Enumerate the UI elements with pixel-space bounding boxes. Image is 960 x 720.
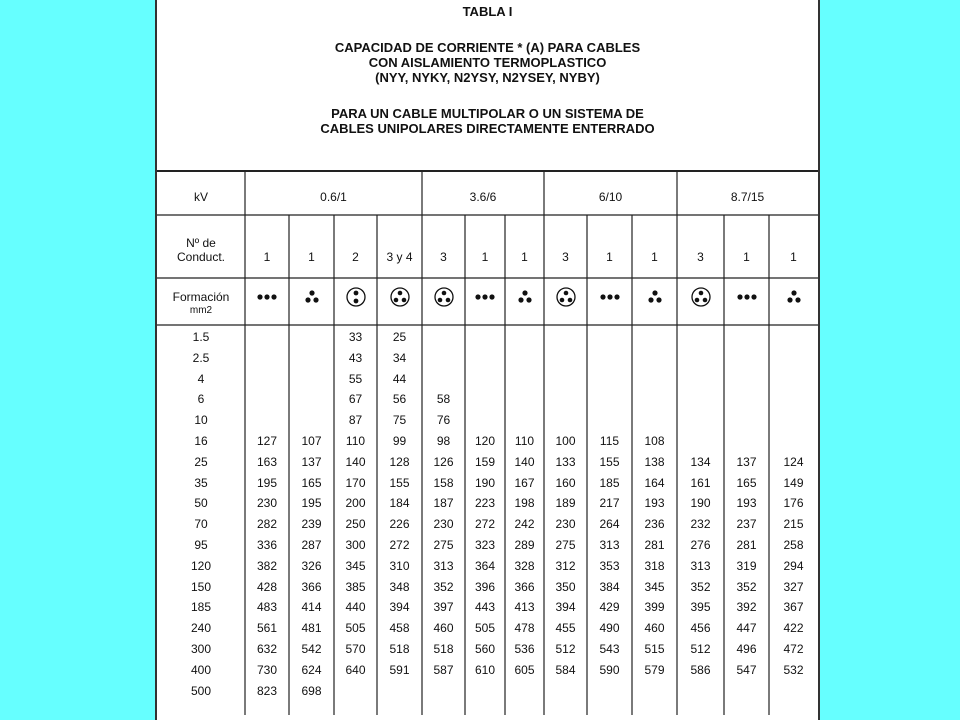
current-value-cell: 108 bbox=[644, 434, 665, 448]
current-value-cell: 127 bbox=[256, 434, 278, 448]
conductor-count-cell: 3 bbox=[697, 250, 704, 264]
current-value-cell: 217 bbox=[599, 496, 620, 511]
current-value-cell: 312 bbox=[555, 558, 576, 573]
formation-label-line-1: Formación bbox=[172, 290, 230, 304]
conductor-count-cell: 1 bbox=[308, 250, 315, 264]
current-value-cell: 496 bbox=[736, 642, 757, 656]
current-value-cell: 134 bbox=[690, 454, 711, 469]
current-value-cell: 512 bbox=[555, 642, 576, 656]
conductors-label-line-2: Conduct. bbox=[176, 250, 226, 264]
current-value-cell: 396 bbox=[474, 579, 496, 594]
current-value-cell: 698 bbox=[301, 683, 322, 698]
current-value-cell: 579 bbox=[644, 662, 665, 677]
formation-label-line-2: mm2 bbox=[189, 305, 213, 316]
current-value-cell: 392 bbox=[736, 600, 757, 615]
current-value-cell: 155 bbox=[389, 475, 410, 490]
current-value-cell: 34 bbox=[392, 350, 407, 365]
current-value-cell: 455 bbox=[555, 621, 576, 636]
conductor-count-cell: 1 bbox=[790, 250, 797, 264]
current-value-cell: 110 bbox=[345, 434, 366, 448]
three-in-line-icon bbox=[734, 286, 760, 308]
current-value-cell: 76 bbox=[436, 413, 451, 428]
current-value-cell: 313 bbox=[433, 558, 454, 573]
section-size-cell: 25 bbox=[194, 454, 208, 469]
current-value-cell: 440 bbox=[345, 600, 366, 615]
current-value-cell: 560 bbox=[474, 642, 496, 656]
conductor-count-cell: 1 bbox=[521, 250, 528, 264]
current-value-cell: 345 bbox=[345, 558, 366, 573]
current-value-cell: 490 bbox=[599, 621, 620, 636]
conductor-count-cell: 3 bbox=[562, 250, 569, 264]
current-value-cell: 395 bbox=[690, 600, 711, 615]
section-size-cell: 185 bbox=[190, 600, 212, 615]
current-value-cell: 185 bbox=[599, 475, 620, 490]
current-value-cell: 189 bbox=[555, 496, 576, 511]
current-value-cell: 193 bbox=[736, 496, 757, 511]
current-value-cell: 294 bbox=[783, 558, 804, 573]
current-value-cell: 458 bbox=[389, 621, 410, 636]
current-value-cell: 310 bbox=[389, 558, 410, 573]
current-value-cell: 515 bbox=[644, 642, 665, 656]
three-in-line-icon bbox=[472, 286, 498, 308]
current-value-cell: 542 bbox=[301, 642, 322, 656]
current-value-cell: 230 bbox=[256, 496, 278, 511]
current-value-cell: 140 bbox=[514, 454, 535, 469]
current-value-cell: 323 bbox=[474, 538, 496, 552]
current-value-cell: 460 bbox=[433, 621, 454, 636]
conductor-count-cell: 1 bbox=[606, 250, 613, 264]
current-value-cell: 478 bbox=[514, 621, 535, 636]
current-value-cell: 160 bbox=[555, 475, 576, 490]
current-value-cell: 624 bbox=[301, 662, 322, 677]
current-value-cell: 543 bbox=[599, 642, 620, 656]
current-value-cell: 326 bbox=[301, 558, 322, 573]
current-value-cell: 366 bbox=[514, 579, 535, 594]
current-value-cell: 272 bbox=[389, 538, 410, 552]
current-value-cell: 33 bbox=[348, 330, 363, 344]
current-value-cell: 44 bbox=[392, 371, 407, 386]
current-value-cell: 364 bbox=[474, 558, 496, 573]
current-value-cell: 120 bbox=[474, 434, 496, 448]
current-value-cell: 443 bbox=[474, 600, 496, 615]
section-size-cell: 400 bbox=[190, 662, 212, 677]
current-value-cell: 275 bbox=[433, 538, 454, 552]
current-value-cell: 75 bbox=[392, 413, 407, 428]
current-value-cell: 348 bbox=[389, 579, 410, 594]
kv-group-1: 0.6/1 bbox=[320, 190, 347, 204]
trefoil-icon bbox=[642, 286, 668, 308]
current-value-cell: 352 bbox=[736, 579, 757, 594]
kv-label: kV bbox=[193, 190, 208, 204]
current-value-cell: 190 bbox=[690, 496, 711, 511]
current-value-cell: 133 bbox=[555, 454, 576, 469]
current-value-cell: 275 bbox=[555, 538, 576, 552]
current-value-cell: 124 bbox=[783, 454, 804, 469]
section-size-cell: 16 bbox=[194, 434, 208, 448]
current-value-cell: 107 bbox=[301, 434, 322, 448]
current-value-cell: 570 bbox=[345, 642, 366, 656]
conductor-count-cell: 1 bbox=[651, 250, 658, 264]
section-size-cell: 1.5 bbox=[192, 330, 210, 344]
current-value-cell: 137 bbox=[736, 454, 757, 469]
current-value-cell: 327 bbox=[783, 579, 804, 594]
current-value-cell: 512 bbox=[690, 642, 711, 656]
current-value-cell: 336 bbox=[256, 538, 278, 552]
current-value-cell: 518 bbox=[433, 642, 454, 656]
current-value-cell: 137 bbox=[301, 454, 322, 469]
current-value-cell: 382 bbox=[256, 558, 278, 573]
current-value-cell: 170 bbox=[345, 475, 366, 490]
section-size-cell: 50 bbox=[194, 496, 208, 511]
heading-line-1: CAPACIDAD DE CORRIENTE * (A) PARA CABLES bbox=[334, 40, 641, 55]
current-value-cell: 640 bbox=[345, 662, 366, 677]
subheading-line-1: PARA UN CABLE MULTIPOLAR O UN SISTEMA DE bbox=[331, 106, 644, 121]
current-value-cell: 58 bbox=[436, 392, 451, 407]
section-size-cell: 2.5 bbox=[192, 350, 210, 365]
table-title: TABLA I bbox=[462, 4, 513, 19]
current-value-cell: 367 bbox=[783, 600, 804, 615]
current-value-cell: 56 bbox=[392, 392, 407, 407]
current-value-cell: 384 bbox=[599, 579, 620, 594]
current-value-cell: 237 bbox=[736, 517, 757, 532]
section-size-cell: 6 bbox=[197, 392, 205, 407]
current-value-cell: 167 bbox=[514, 475, 535, 490]
section-size-cell: 35 bbox=[194, 475, 208, 490]
current-value-cell: 138 bbox=[644, 454, 665, 469]
current-value-cell: 115 bbox=[599, 434, 620, 448]
current-value-cell: 184 bbox=[389, 496, 410, 511]
current-value-cell: 328 bbox=[514, 558, 535, 573]
current-value-cell: 163 bbox=[256, 454, 278, 469]
current-value-cell: 352 bbox=[433, 579, 454, 594]
current-value-cell: 140 bbox=[345, 454, 366, 469]
current-value-cell: 161 bbox=[690, 475, 711, 490]
current-value-cell: 193 bbox=[644, 496, 665, 511]
current-value-cell: 610 bbox=[474, 662, 496, 677]
current-value-cell: 55 bbox=[348, 371, 363, 386]
current-value-cell: 159 bbox=[474, 454, 496, 469]
current-value-cell: 239 bbox=[301, 517, 322, 532]
current-value-cell: 230 bbox=[433, 517, 454, 532]
kv-group-4: 8.7/15 bbox=[730, 190, 765, 204]
current-value-cell: 164 bbox=[644, 475, 665, 490]
kv-group-2: 3.6/6 bbox=[469, 190, 497, 204]
heading-line-2: CON AISLAMIENTO TERMOPLASTICO bbox=[368, 55, 607, 70]
current-value-cell: 505 bbox=[474, 621, 496, 636]
current-value-cell: 67 bbox=[348, 392, 363, 407]
section-size-cell: 95 bbox=[194, 538, 208, 552]
heading-line-3: (NYY, NYKY, N2YSY, N2YSEY, NYBY) bbox=[375, 70, 600, 85]
current-value-cell: 394 bbox=[389, 600, 410, 615]
current-value-cell: 561 bbox=[256, 621, 278, 636]
current-value-cell: 460 bbox=[644, 621, 665, 636]
current-value-cell: 385 bbox=[345, 579, 366, 594]
section-size-cell: 150 bbox=[190, 579, 212, 594]
current-value-cell: 230 bbox=[555, 517, 576, 532]
current-value-cell: 272 bbox=[474, 517, 496, 532]
conductor-count-cell: 2 bbox=[352, 250, 359, 264]
current-value-cell: 605 bbox=[514, 662, 535, 677]
current-value-cell: 287 bbox=[301, 538, 322, 552]
current-value-cell: 429 bbox=[599, 600, 620, 615]
current-value-cell: 264 bbox=[599, 517, 620, 532]
current-value-cell: 472 bbox=[783, 642, 804, 656]
current-value-cell: 100 bbox=[555, 434, 576, 448]
section-size-cell: 500 bbox=[190, 683, 212, 698]
section-size-cell: 240 bbox=[190, 621, 212, 636]
current-value-cell: 456 bbox=[690, 621, 711, 636]
table-sheet bbox=[155, 0, 820, 720]
current-value-cell: 422 bbox=[783, 621, 804, 636]
conductor-count-cell: 3 y 4 bbox=[386, 250, 413, 264]
current-value-cell: 187 bbox=[433, 496, 454, 511]
section-size-cell: 120 bbox=[190, 558, 212, 573]
current-value-cell: 481 bbox=[301, 621, 322, 636]
current-value-cell: 242 bbox=[514, 517, 535, 532]
current-value-cell: 158 bbox=[433, 475, 454, 490]
current-value-cell: 99 bbox=[392, 434, 407, 448]
current-value-cell: 149 bbox=[783, 475, 804, 490]
current-value-cell: 547 bbox=[736, 662, 757, 677]
conductors-label-line-1: Nº de bbox=[186, 236, 216, 250]
current-value-cell: 190 bbox=[474, 475, 496, 490]
current-value-cell: 366 bbox=[301, 579, 322, 594]
current-value-cell: 236 bbox=[644, 517, 665, 532]
trefoil-icon bbox=[512, 286, 538, 308]
current-value-cell: 195 bbox=[256, 475, 278, 490]
current-value-cell: 215 bbox=[783, 517, 804, 532]
current-value-cell: 584 bbox=[555, 662, 576, 677]
current-value-cell: 586 bbox=[690, 662, 711, 677]
current-value-cell: 591 bbox=[389, 662, 410, 677]
conductor-count-cell: 1 bbox=[743, 250, 750, 264]
conductor-count-cell: 1 bbox=[481, 250, 489, 264]
current-value-cell: 198 bbox=[514, 496, 535, 511]
current-value-cell: 223 bbox=[474, 496, 496, 511]
current-value-cell: 250 bbox=[345, 517, 366, 532]
current-value-cell: 25 bbox=[392, 330, 407, 344]
section-size-cell: 10 bbox=[194, 413, 208, 428]
current-value-cell: 226 bbox=[389, 517, 410, 532]
current-value-cell: 87 bbox=[348, 413, 363, 428]
current-value-cell: 352 bbox=[690, 579, 711, 594]
current-value-cell: 281 bbox=[644, 538, 665, 552]
conductor-count-cell: 3 bbox=[440, 250, 447, 264]
current-value-cell: 632 bbox=[256, 642, 278, 656]
current-value-cell: 258 bbox=[783, 538, 804, 552]
current-value-cell: 281 bbox=[736, 538, 757, 552]
current-value-cell: 165 bbox=[736, 475, 757, 490]
current-value-cell: 414 bbox=[301, 600, 322, 615]
current-value-cell: 200 bbox=[345, 496, 366, 511]
multi-core-cable-icon bbox=[387, 286, 413, 308]
current-value-cell: 110 bbox=[514, 434, 535, 448]
current-value-cell: 483 bbox=[256, 600, 278, 615]
section-size-cell: 300 bbox=[190, 642, 212, 656]
three-in-line-icon bbox=[254, 286, 280, 308]
current-value-cell: 195 bbox=[301, 496, 322, 511]
three-core-cable-icon bbox=[688, 286, 714, 308]
current-value-cell: 43 bbox=[348, 350, 363, 365]
current-value-cell: 730 bbox=[256, 662, 278, 677]
trefoil-icon bbox=[299, 286, 325, 308]
current-value-cell: 98 bbox=[436, 434, 451, 448]
three-in-line-icon bbox=[597, 286, 623, 308]
current-value-cell: 518 bbox=[389, 642, 410, 656]
current-value-cell: 276 bbox=[690, 538, 711, 552]
current-value-cell: 313 bbox=[599, 538, 620, 552]
current-value-cell: 313 bbox=[690, 558, 711, 573]
current-value-cell: 590 bbox=[599, 662, 620, 677]
current-value-cell: 428 bbox=[256, 579, 278, 594]
current-value-cell: 823 bbox=[256, 683, 278, 698]
current-value-cell: 345 bbox=[644, 579, 665, 594]
current-value-cell: 350 bbox=[555, 579, 576, 594]
three-core-cable-icon bbox=[553, 286, 579, 308]
current-value-cell: 176 bbox=[783, 496, 804, 511]
trefoil-icon bbox=[781, 286, 807, 308]
current-value-cell: 413 bbox=[514, 600, 535, 615]
subheading-line-2: CABLES UNIPOLARES DIRECTAMENTE ENTERRADO bbox=[320, 121, 655, 136]
current-value-cell: 165 bbox=[301, 475, 322, 490]
current-value-cell: 532 bbox=[783, 662, 804, 677]
section-size-cell: 4 bbox=[197, 371, 205, 386]
conductor-count-cell: 1 bbox=[263, 250, 271, 264]
current-value-cell: 447 bbox=[736, 621, 757, 636]
current-value-cell: 318 bbox=[644, 558, 665, 573]
section-size-cell: 70 bbox=[194, 517, 208, 532]
three-core-cable-icon bbox=[431, 286, 457, 308]
current-value-cell: 587 bbox=[433, 662, 454, 677]
current-value-cell: 128 bbox=[389, 454, 410, 469]
current-value-cell: 536 bbox=[514, 642, 535, 656]
current-value-cell: 505 bbox=[345, 621, 366, 636]
current-value-cell: 399 bbox=[644, 600, 665, 615]
current-value-cell: 397 bbox=[433, 600, 454, 615]
current-value-cell: 394 bbox=[555, 600, 576, 615]
kv-group-3: 6/10 bbox=[598, 190, 623, 204]
two-core-cable-icon bbox=[343, 286, 369, 308]
current-value-cell: 126 bbox=[433, 454, 454, 469]
current-value-cell: 300 bbox=[345, 538, 366, 552]
current-value-cell: 282 bbox=[256, 517, 278, 532]
current-value-cell: 319 bbox=[736, 558, 757, 573]
current-value-cell: 155 bbox=[599, 454, 620, 469]
current-value-cell: 353 bbox=[599, 558, 620, 573]
current-value-cell: 232 bbox=[690, 517, 711, 532]
current-value-cell: 289 bbox=[514, 538, 535, 552]
